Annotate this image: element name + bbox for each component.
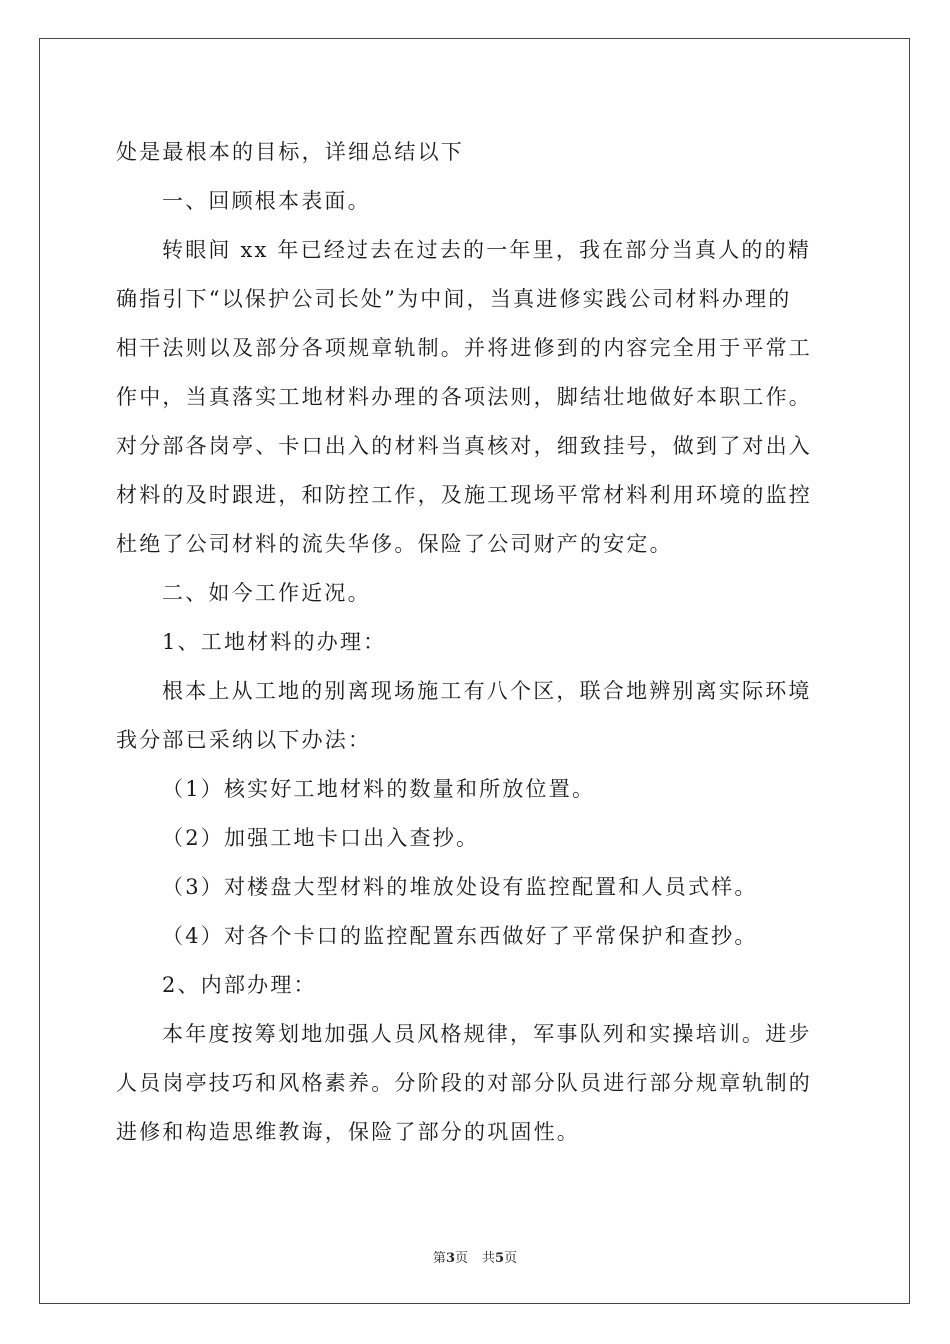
text-line: 二、如今工作近况。 [162,581,371,605]
text-line: （3）对楼盘大型材料的堆放处设有监控配置和人员式样。 [162,875,758,899]
document-body [116,128,836,1157]
footer-total-pages: 5 [495,1251,505,1266]
text-line: （1）核实好工地材料的数量和所放位置。 [162,777,596,801]
footer-total-prefix: 共 [482,1251,496,1266]
text-line: 处是最根本的目标，详细总结以下 [116,140,464,164]
text-line: 作中，当真落实工地材料办理的各项法则，脚结壮地做好本职工作。 [116,385,812,409]
text-line: 我分部已采纳以下办法： [116,728,372,752]
footer-prefix: 第 [432,1251,446,1266]
text-line: 一、回顾根本表面。 [162,189,371,213]
text-line: 人员岗亭技巧和风格素养。分阶段的对部分队员进行部分规章轨制的 [116,1071,812,1095]
text-line: （4）对各个卡口的监控配置东西做好了平常保护和查抄。 [162,924,758,948]
text-line: 材料的及时跟进，和防控工作，及施工现场平常材料利用环境的监控 [116,483,812,507]
text-line: 1、工地材料的办理： [162,630,387,654]
text-line: 本年度按筹划地加强人员风格规律，军事队列和实操培训。进步 [162,1022,812,1046]
text-line: 确指引下“以保护公司长处”为中间，当真进修实践公司材料办理的 [116,287,792,311]
page-footer [0,1247,950,1266]
text-line: 相干法则以及部分各项规章轨制。并将进修到的内容完全用于平常工 [116,336,812,360]
footer-total-unit: 页 [504,1251,518,1266]
text-line: 对分部各岗亭、卡口出入的材料当真核对，细致挂号，做到了对出入 [116,434,812,458]
text-line: 杜绝了公司材料的流失华侈。保险了公司财产的安定。 [116,532,673,556]
footer-current-page: 3 [445,1251,455,1266]
text-line: （2）加强工地卡口出入查抄。 [162,826,480,850]
text-line: 进修和构造思维教诲，保险了部分的巩固性。 [116,1120,580,1144]
text-line: 根本上从工地的别离现场施工有八个区，联合地辨别离实际环境 [162,679,812,703]
footer-page-unit: 页 [454,1251,468,1266]
text-line: 2、内部办理： [162,973,317,997]
text-line: 转眼间 xx 年已经过去在过去的一年里，我在部分当真人的的精 [162,238,812,262]
